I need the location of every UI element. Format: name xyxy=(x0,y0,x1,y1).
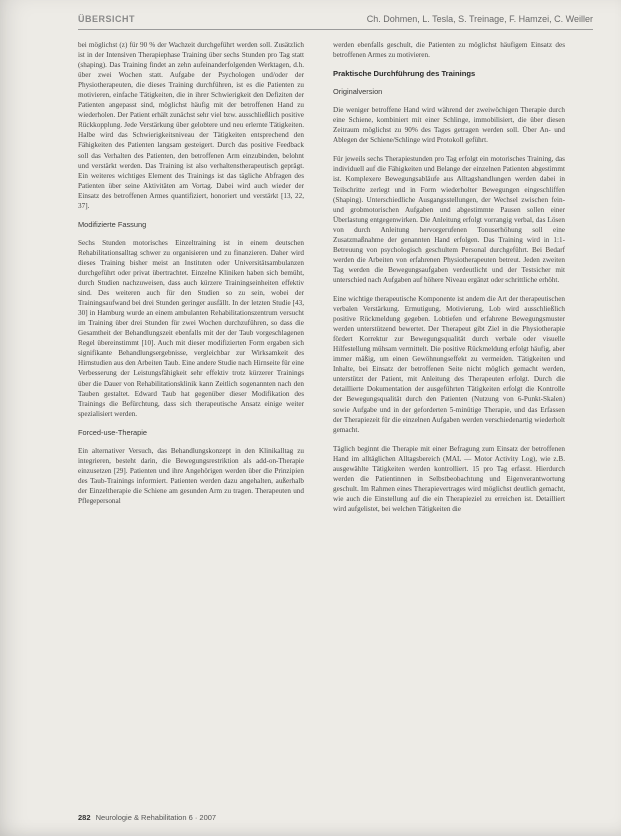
running-header xyxy=(78,14,593,30)
section-tag: ÜBERSICHT xyxy=(78,14,136,24)
right-paragraph-2: Die weniger betroffene Hand wird während der zweiwöchigen Therapie durch eine Schiene, kombiniert mit einer Schlinge, immobilisiert, die über diesen Zeitraum möglichst zu 90% des Tages getragen werden soll. Über An- und Ablegen der Schiene/Schlinge wird Protokoll geführt. xyxy=(333,106,565,145)
running-authors: Ch. Dohmen, L. Tesla, S. Treinage, F. Hamzei, C. Weiller xyxy=(366,14,593,24)
left-paragraph-3: Ein alternativer Versuch, das Behandlungskonzept in den Klinikalltag zu integrieren, besteht darin, die Bewegungsrestriktion als add-on-Therapie einzusetzen [29]. Patienten und ihre Angehörigen werden über die Prinzipien des Taub-Trainings informiert. Patienten werden dazu angehalten, außerhalb der Einzeltherapie die Schiene am gesunden Arm zu tragen. Therapeuten und Pflegepersonal xyxy=(78,446,304,505)
right-paragraph-5: Täglich beginnt die Therapie mit einer Befragung zum Einsatz der betroffenen Hand im alltäglichen Alltagsbereich (MAL — Motor Activity Log), wie z.B. ausgewählte Tätigkeiten werden kontrolliert. 15 pro Tag erfasst. Hierdurch werden die Patientinnen in Selbstbeobachtung und Eigenverantwortung geschult. Im Rahmen eines Therapievertrages wird möglichst deutlich gemacht, wie auch die Einstellung auf die ein Therapieziel zu erreichen ist. Detailliert wird aufgelistet, bei welchen Tätigkeiten die xyxy=(333,444,565,513)
left-paragraph-2: Sechs Stunden motorisches Einzeltraining ist in einem deutschen Rehabilitationsalltag schwer zu organisieren und zu finanzieren. Daher wird dieses Training bisher meist an Instituten oder Universitätsambulanzen durchgeführt oder privat übertrachtet. Einzelne Kliniken haben sich bemüht, durch Studien nachzuweisen, dass auch kürzere Trainingseinheiten effektiv sind. Des weiteren auch für den Studien so zu sein, wobei der Trainingsaufwand bei drei Stunden geringer ausfällt. In der letzten Studie [43, 30] in Hamburg wurde an einem ambulanten Rehabilitationszentrum versucht im Training über drei Stunden für zwei Wochen durchzuführen, so dass die Gesamtheit der Behandlungszeit ebenfalls mit der der Taub vorgeschlagenen Regel übereinstimmt [10]. Auch mit dieser modifizierten Form ergaben sich signifikante Behandlungsergebnisse, vergleichbar zur Wirksamkeit des Hirnstudien aus den Arbeiten Taub. Eine andere Studie nach Hirnseite für eine Verbesserung der Leistungsfähigkeit sehr effektiv trotz kürzerer Trainings über die Dauer von Rehabilitationsklinik kann Zeitlich sogenannten nach den Tauben gestaltet. Edward Taub hat gegenüber dieser Modifikation des Trainings die Befürchtung, dass sich therapeutische Ansatz einige weiter spezialisiert werden. xyxy=(78,238,304,418)
heading-modified-version: Modifizierte Fassung xyxy=(78,219,147,229)
page-number: 282 xyxy=(78,813,91,822)
heading-original-version: Originalversion xyxy=(333,87,383,97)
right-paragraph-3: Für jeweils sechs Therapiestunden pro Tag erfolgt ein motorisches Training, das individuell auf die Fähigkeiten und Belange der einzelnen Patienten abgestimmt ist. Komplexere Bewegungsabläufe aus Alltagshandlungen werden dabei in Teilschritte zerlegt und in Form wiederholter Bewegungen eingeschliffen (Shaping). Unterschiedliche Ausgangsstellungen, der Wechsel zwischen fein- und grobmotorischen Aufgaben und abgestimmte Pausen sollen einer Überlastung entgegenwirken. Die Anleitung erfolgt vorrangig verbal, das Lösen von durch Anleitung hervorgerufenen Tonuserhöhung soll eine Zusatzmaßnahme der genannten Hand erfolgen. Das Training wird in 1:1-Betreuung von psychologisch geschultem Personal durchgeführt. Bei Bedarf werden die Arbeiten von erfahrenen Physiotherapeuten betreut. Jeden zweiten Tag werden die Bewegungsaufgaben verdeutlicht und der Testsicher mit unterschied nach Aufgaben auf höhere Niveau ergänzt oder schrittliche erhöht. xyxy=(333,155,565,284)
right-column xyxy=(333,40,565,523)
header-rule xyxy=(78,29,593,30)
page-footer xyxy=(78,813,378,825)
heading-forced-use: Forced-use-Therapie xyxy=(78,427,148,437)
heading-practical-execution: Praktische Durchführung des Trainings xyxy=(333,69,476,79)
journal-name: Neurologie & Rehabilitation 6 · 2007 xyxy=(95,813,217,822)
left-column xyxy=(78,40,304,515)
right-paragraph-1: werden ebenfalls geschult, die Patienten zu möglichst häufigem Einsatz des betroffenen Armes zu motivieren. xyxy=(333,41,565,60)
right-paragraph-4: Eine wichtige therapeutische Komponente ist andem die Art der therapeutischen verbalen Verstärkung. Ermutigung, Motivierung, Lob wird ausschließlich positive Rückmeldung gegeben. Lobtiefen und erfahrene Bewegungsmuster werden unterstützend bewertet. Der Therapeut gibt Ziel in die Physiotherapie fördert Korrektur zur Bewegungsqualität durch verbale oder visuelle Hilfestellung mühsam vermittelt. Die positive Rückmeldung erfolgt häufig, aber immer mäßig, um einen Gewöhnungseffekt zu vermeiden. Tätigkeiten und Inhalte, bei Einsatz der betroffenen Seite nicht möglich gemacht werden, unterstützt der Patient, mit Anleitung des Therapeuten erfolgt. Durch die detaillierte Dokumentation der ausgeführten Tätigkeiten erfolgt die Kontrolle der Bewegungsqualität durch den Patienten (Nutzung von 6-Punkt-Skalen) sowie Aufgabe und in der geforderten 5-minütige Therapie, und das Erfassen der Therapiezeit für die einzelnen Aufgaben werden verschiedenartig wiederholt gemacht. xyxy=(333,294,565,434)
left-paragraph-1: bei möglichst (z) für 90 % der Wachzeit durchgeführt werden soll. Zusätzlich ist in der Intensiven Therapiephase Training über sechs Stunden pro Tag statt (shaping). Das Training findet an zehn aufeinanderfolgenden Werktagen, d.h. über zwei Wochen statt. Aufgabe der Psychologen und/oder der Physiotherapeuten, die dieses Training durchführen, ist es die Patienten zu motivieren, einfache Tätigkeiten, die in ihrer Schwierigkeit den Defiziten der Patienten angepasst sind, möglichst häufig mit der betroffenen Hand zu wiederholen. Der Patient erhält zunächst sehr viel bzw. ausschließlich positive Rückkopplung. Jede Verstärkung über gelobtere und neu erlernte Tätigkeiten. Halbe wird das Schwierigkeitsniveau der Tätigkeiten entsprechend den Fähigkeiten des Patienten langsam gesteigert. Durch das positive Feedback soll das Verhalten des Patienten, den betroffenen Arm einzubinden, belohnt und verstärkt werden. Das Training ist also verhaltenstherapeutisch geprägt. Ein weiteres wichtiges Element des Trainings ist das tägliche Abfragen des Patienten über seine Aktivitäten am Vortag. Dabei wird auch wieder der Einsatz des betroffenen Armes quantifiziert, honoriert und verstärkt [13, 22, 37]. xyxy=(78,41,304,210)
